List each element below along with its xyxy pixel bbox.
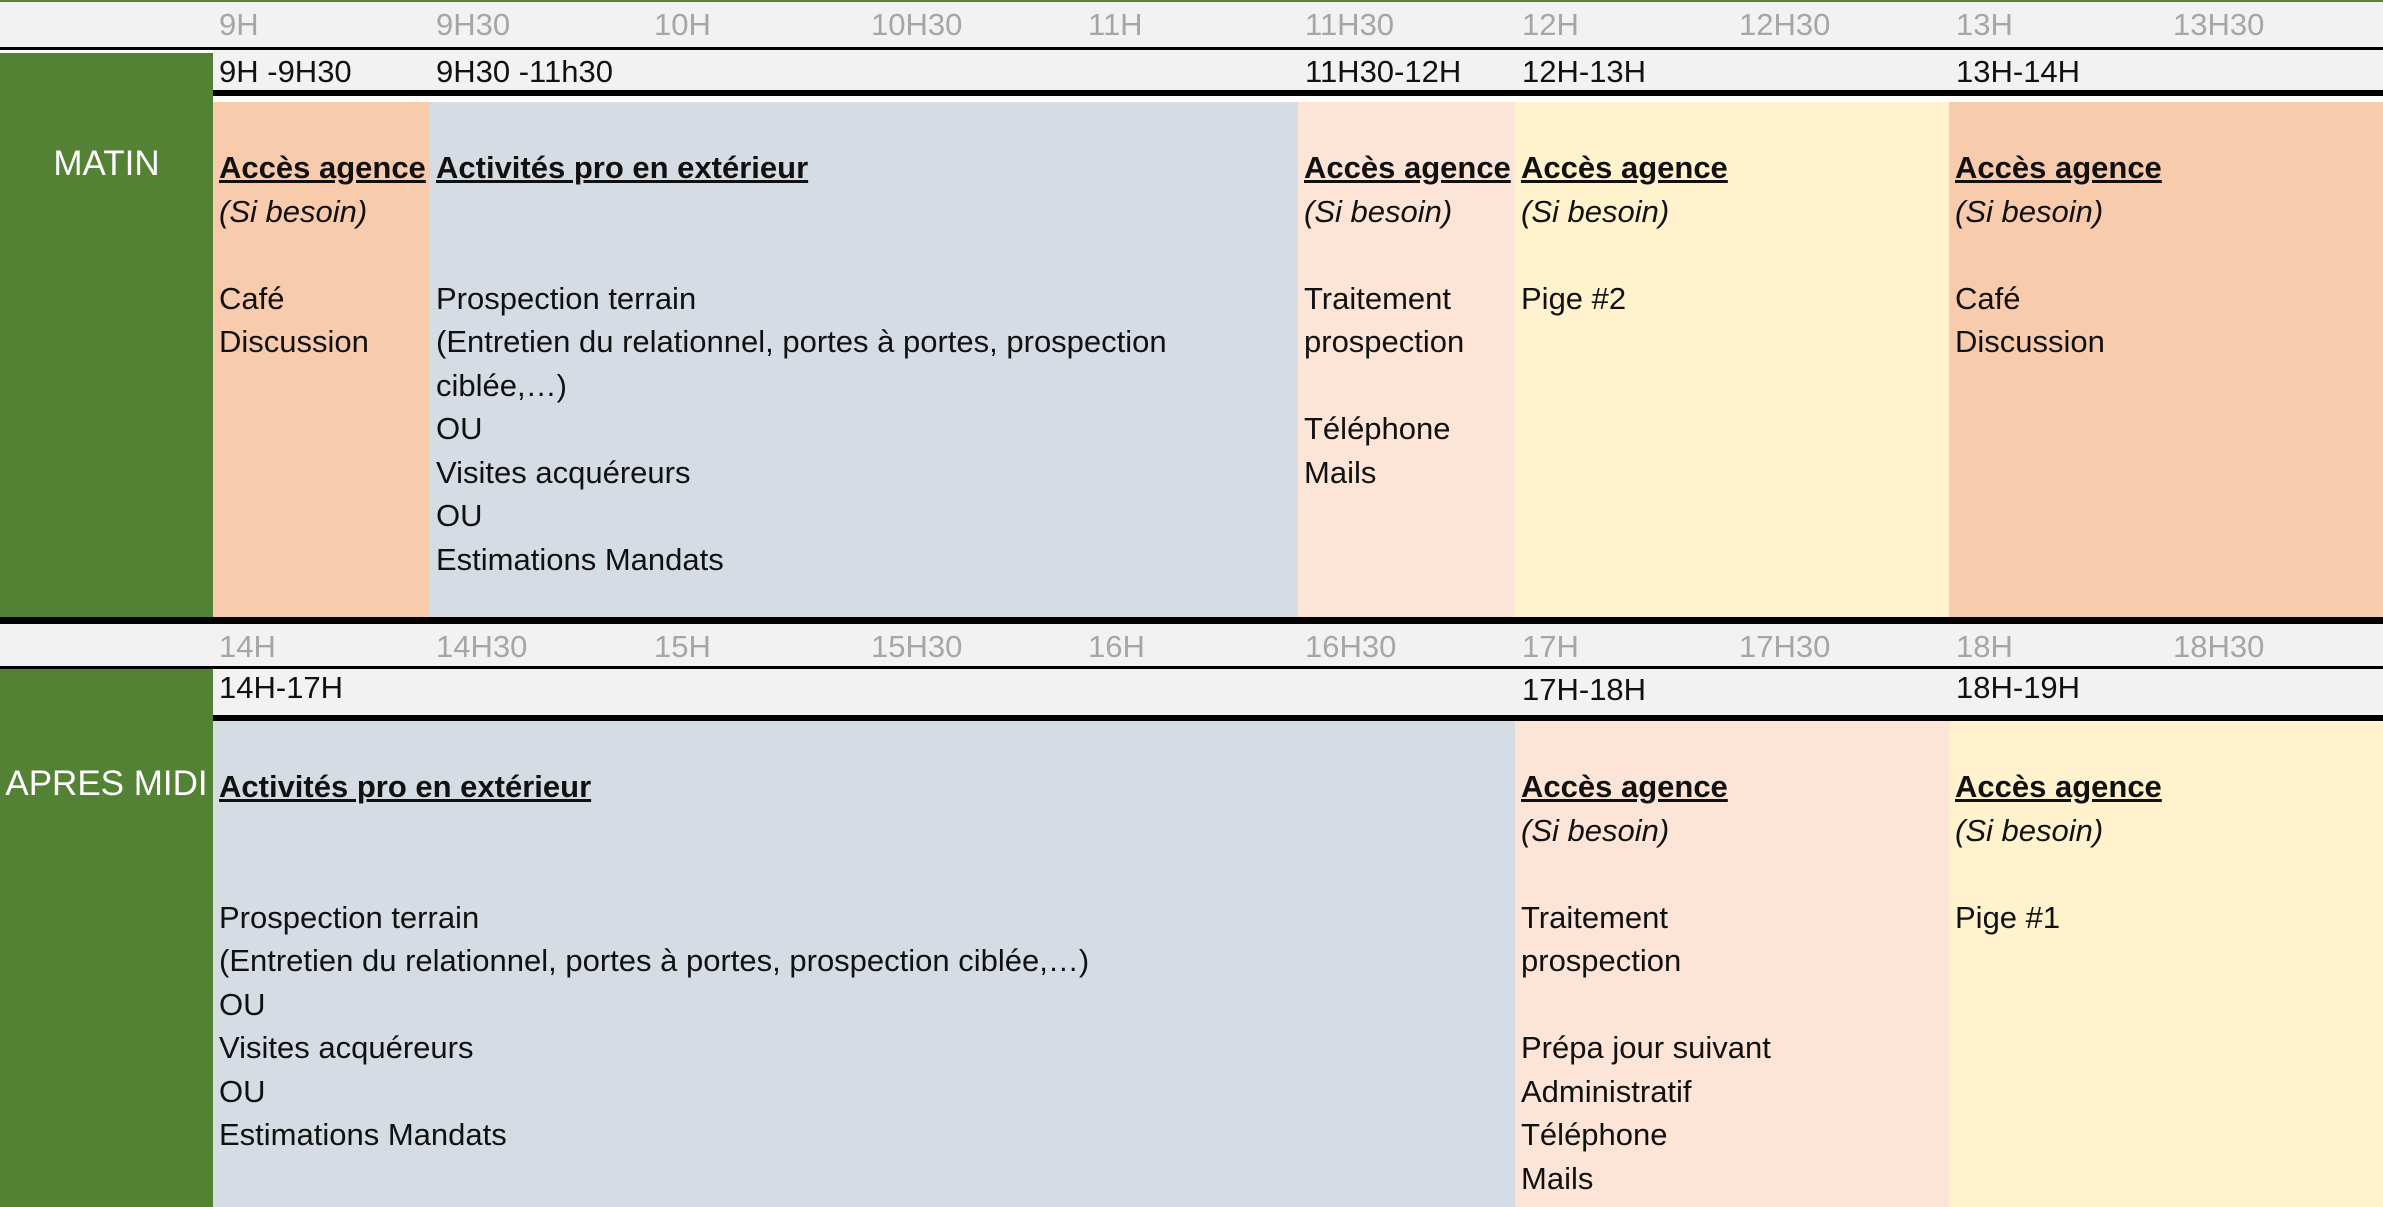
- hour-tick: 15H30: [871, 629, 963, 664]
- block-title: Activités pro en extérieur: [436, 150, 809, 185]
- agency-access-block: [213, 102, 430, 618]
- block-line: (Entretien du relationnel, portes à portes, prospection ciblée,…): [219, 943, 1090, 978]
- hour-tick: 15H: [654, 629, 711, 664]
- block-line: Prépa jour suivant: [1521, 1030, 1771, 1065]
- hour-tick: 10H: [654, 7, 711, 42]
- block-subtitle: (Si besoin): [1521, 193, 1670, 229]
- morning-period-sidebar: [0, 53, 213, 619]
- hour-tick: 14H: [219, 629, 276, 664]
- slot-label: 17H-18H: [1522, 672, 1647, 707]
- hour-tick: 12H: [1522, 7, 1579, 42]
- block-subtitle: (Si besoin): [1521, 812, 1670, 848]
- slot-label: 9H30 -11h30: [436, 54, 613, 89]
- agency-access-block: [1515, 102, 1949, 618]
- slot-label: 12H-13H: [1522, 54, 1647, 89]
- hour-tick: 9H30: [436, 7, 511, 42]
- afternoon-slot-row: [213, 669, 2383, 721]
- hour-tick: 16H: [1088, 629, 1145, 664]
- slot-label: 9H -9H30: [219, 54, 352, 89]
- block-subtitle: (Si besoin): [219, 193, 368, 229]
- block-line: prospection: [1521, 943, 1682, 978]
- block-line: Discussion: [219, 324, 369, 359]
- hour-tick: 11H30: [1305, 7, 1395, 42]
- block-line: OU: [436, 411, 483, 446]
- block-line: Prospection terrain: [436, 280, 697, 316]
- block-line: Discussion: [1955, 324, 2105, 359]
- block-line: OU: [219, 1073, 266, 1109]
- block-title: Accès agence: [219, 150, 426, 185]
- block-title: Activités pro en extérieur: [219, 769, 592, 804]
- period-separator: [0, 617, 2383, 624]
- block-line: Estimations Mandats: [219, 1117, 507, 1152]
- block-line: Pige #1: [1955, 899, 2061, 935]
- hour-tick: 13H30: [2173, 7, 2265, 42]
- hour-tick: 12H30: [1739, 7, 1831, 42]
- block-line: Téléphone: [1304, 411, 1451, 446]
- agency-access-block: [1949, 102, 2383, 618]
- outdoor-activities-block: [213, 721, 1515, 1207]
- block-line: prospection: [1304, 324, 1465, 359]
- agency-access-block: [1298, 102, 1515, 618]
- block-line: Prospection terrain: [219, 899, 480, 935]
- morning-hour-ruler: [0, 2, 2383, 50]
- block-line: Mails: [1521, 1160, 1594, 1196]
- block-line: (Entretien du relationnel, portes à portes, prospection ciblée,…): [436, 324, 1167, 403]
- block-line: Mails: [1304, 454, 1377, 490]
- block-title: Accès agence: [1521, 769, 1728, 804]
- hour-tick: 13H: [1956, 7, 2013, 42]
- afternoon-period-sidebar: [0, 669, 213, 1207]
- hour-tick: 18H: [1956, 629, 2013, 664]
- slot-label: 13H-14H: [1956, 54, 2081, 89]
- afternoon-hour-ruler: [0, 624, 2383, 669]
- block-line: Estimations Mandats: [436, 541, 724, 577]
- block-line: Téléphone: [1521, 1117, 1668, 1152]
- block-line: Visites acquéreurs: [219, 1030, 474, 1065]
- block-line: Traitement: [1521, 899, 1669, 935]
- block-line: Administratif: [1521, 1073, 1692, 1109]
- afternoon-period-label: APRES MIDI: [5, 764, 208, 803]
- hour-tick: 17H: [1522, 629, 1579, 664]
- agency-access-block: [1515, 721, 1949, 1207]
- agency-access-block: [1949, 721, 2383, 1207]
- morning-period-label: MATIN: [53, 144, 160, 183]
- slot-label: 11H30-12H: [1305, 54, 1462, 89]
- block-subtitle: (Si besoin): [1304, 193, 1453, 229]
- block-line: Café: [1955, 280, 2021, 316]
- block-title: Accès agence: [1304, 150, 1511, 185]
- slot-label: 18H-19H: [1956, 670, 2081, 705]
- block-subtitle: (Si besoin): [1955, 193, 2104, 229]
- block-line: OU: [219, 986, 266, 1022]
- block-line: Visites acquéreurs: [436, 454, 691, 490]
- hour-tick: 14H30: [436, 629, 528, 664]
- morning-slot-row: [213, 50, 2383, 96]
- block-line: Pige #2: [1521, 280, 1627, 316]
- hour-tick: 10H30: [871, 7, 963, 42]
- block-line: Traitement: [1304, 280, 1452, 316]
- hour-tick: 11H: [1088, 7, 1143, 42]
- hour-tick: 18H30: [2173, 629, 2265, 664]
- hour-tick: 16H30: [1305, 629, 1397, 664]
- slot-label: 14H-17H: [219, 670, 344, 705]
- block-title: Accès agence: [1955, 150, 2162, 185]
- block-title: Accès agence: [1955, 769, 2162, 804]
- block-line: OU: [436, 498, 483, 533]
- outdoor-activities-block: [430, 102, 1298, 618]
- hour-tick: 9H: [219, 7, 259, 42]
- block-subtitle: (Si besoin): [1955, 812, 2104, 848]
- hour-tick: 17H30: [1739, 629, 1831, 664]
- block-title: Accès agence: [1521, 150, 1728, 185]
- block-line: Café: [219, 280, 285, 316]
